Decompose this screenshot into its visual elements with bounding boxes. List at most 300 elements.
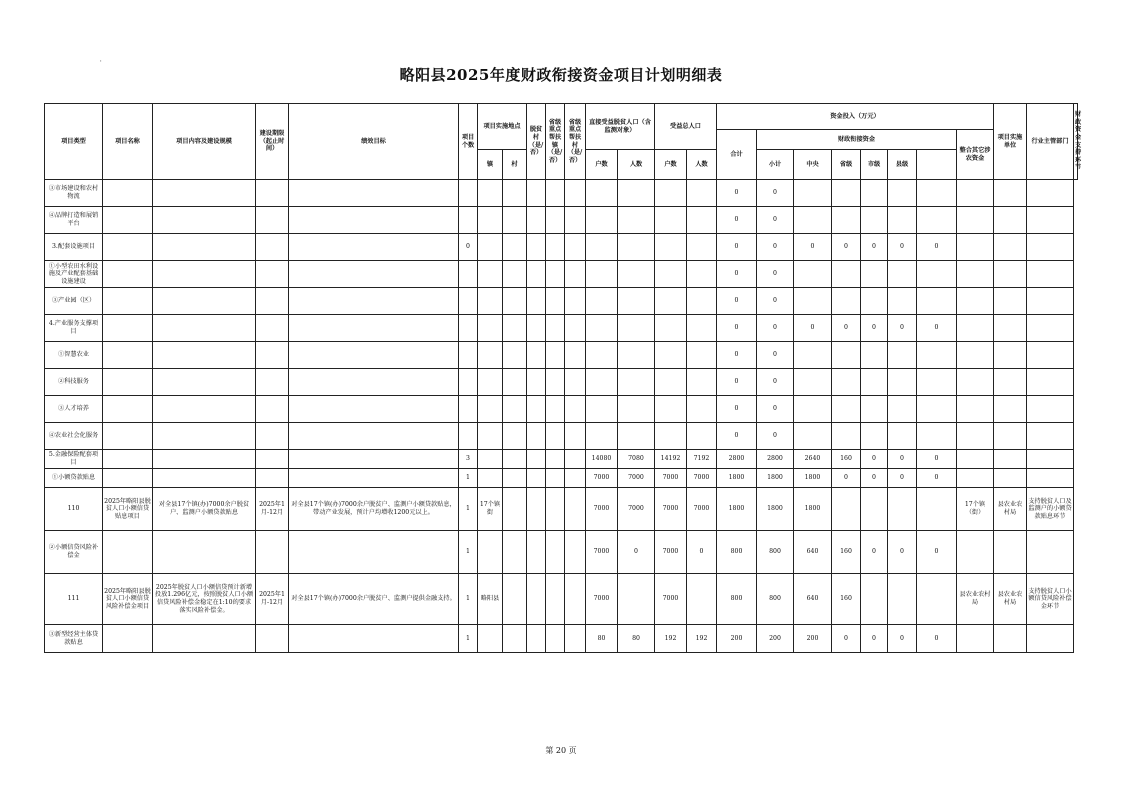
cell-provincial: 0 (832, 315, 861, 342)
cell-kt (546, 396, 565, 423)
cell-subtotal: 0 (757, 315, 794, 342)
cell-hh (586, 288, 618, 315)
cell-content (153, 342, 256, 369)
header-period: 建设期限（起止时间） (256, 104, 289, 180)
cell-total: 800 (717, 574, 757, 625)
cell-tpp: 7000 (687, 488, 717, 531)
cell-department (994, 450, 1027, 469)
cell-name (103, 180, 153, 207)
cell-village (503, 288, 527, 315)
cell-pp: 7080 (618, 450, 655, 469)
cell-kt (546, 488, 565, 531)
cell-implementer: 17个镇（街） (957, 488, 994, 531)
cell-kt (546, 450, 565, 469)
cell-thh: 7000 (655, 531, 687, 574)
cell-pv (527, 261, 546, 288)
cell-pp (618, 180, 655, 207)
cell-subtotal: 2800 (757, 450, 794, 469)
cell-central (794, 369, 832, 396)
cell-county (888, 342, 917, 369)
cell-city: 0 (861, 531, 888, 574)
header-total-persons: 人数 (687, 150, 717, 180)
cell-content (153, 369, 256, 396)
cell-pv (527, 369, 546, 396)
cell-pv (527, 207, 546, 234)
cell-tpp (687, 396, 717, 423)
cell-name: 2025年略阳县脱贫人口小额信贷贴息项目 (103, 488, 153, 531)
cell-period (256, 207, 289, 234)
cell-city (861, 574, 888, 625)
cell-hh: 7000 (586, 531, 618, 574)
cell-period (256, 450, 289, 469)
cell-implementer (957, 396, 994, 423)
cell-provincial: 0 (832, 234, 861, 261)
cell-central (794, 261, 832, 288)
cell-name (103, 531, 153, 574)
header-total-households: 户数 (655, 150, 687, 180)
table-row (45, 450, 1078, 469)
cell-provincial (832, 369, 861, 396)
cell-kv (565, 423, 586, 450)
cell-type: ③新型经营主体贷款贴息 (45, 625, 103, 653)
cell-village (503, 234, 527, 261)
cell-hh (586, 180, 618, 207)
cell-support (1027, 423, 1074, 450)
cell-support (1027, 288, 1074, 315)
cell-pv (527, 342, 546, 369)
cell-type: ③产业园（区） (45, 288, 103, 315)
cell-count (459, 315, 478, 342)
header-persons: 人数 (618, 150, 655, 180)
cell-content (153, 396, 256, 423)
table-row (45, 342, 1078, 369)
cell-central (794, 396, 832, 423)
cell-pp (618, 396, 655, 423)
cell-type: ②小额信贷风险补偿金 (45, 531, 103, 574)
cell-central: 0 (794, 315, 832, 342)
cell-pv (527, 423, 546, 450)
cell-village (503, 342, 527, 369)
header-city: 市级 (861, 150, 888, 180)
cell-period (256, 625, 289, 653)
cell-total: 0 (717, 207, 757, 234)
cell-count (459, 207, 478, 234)
cell-hh (586, 423, 618, 450)
cell-implementer (957, 423, 994, 450)
header-poverty-village: 脱贫村（是/否） (527, 104, 546, 180)
cell-period: 2025年1月-12月 (256, 574, 289, 625)
cell-type: ③市场建设和农村物流 (45, 180, 103, 207)
cell-integrated (917, 261, 957, 288)
cell-support (1027, 180, 1074, 207)
table-row (45, 207, 1078, 234)
cell-tpp: 192 (687, 625, 717, 653)
cell-city (861, 207, 888, 234)
cell-content (153, 450, 256, 469)
cell-subtotal: 0 (757, 207, 794, 234)
cell-integrated (917, 396, 957, 423)
cell-total: 2800 (717, 450, 757, 469)
cell-type: 4.产业服务支撑项目 (45, 315, 103, 342)
cell-pp (618, 315, 655, 342)
cell-subtotal: 0 (757, 261, 794, 288)
cell-implementer: 县农业农村局 (957, 574, 994, 625)
cell-village (503, 531, 527, 574)
header-direct-beneficiary: 直接受益脱贫人口（含监测对象） (586, 104, 655, 150)
cell-kv (565, 342, 586, 369)
cell-thh (655, 369, 687, 396)
header-project-type: 项目类型 (45, 104, 103, 180)
cell-period (256, 261, 289, 288)
header-department: 行业主管部门 (1027, 104, 1074, 180)
cell-goal (289, 261, 459, 288)
cell-town (478, 207, 503, 234)
cell-thh (655, 396, 687, 423)
cell-integrated: 0 (917, 469, 957, 488)
cell-county (888, 261, 917, 288)
cell-support (1027, 342, 1074, 369)
header-key-town: 省级重点帮扶镇（是/否） (546, 104, 565, 180)
cell-goal (289, 369, 459, 396)
cell-kt (546, 574, 565, 625)
cell-village (503, 469, 527, 488)
cell-kt (546, 261, 565, 288)
cell-support (1027, 625, 1074, 653)
cell-thh: 192 (655, 625, 687, 653)
cell-provincial: 160 (832, 450, 861, 469)
cell-department (994, 234, 1027, 261)
header-content: 项目内容及建设规模 (153, 104, 256, 180)
cell-provincial (832, 488, 861, 531)
cell-county: 0 (888, 469, 917, 488)
cell-goal (289, 234, 459, 261)
cell-provincial (832, 423, 861, 450)
cell-content (153, 315, 256, 342)
cell-type: ①智慧农业 (45, 342, 103, 369)
cell-town (478, 423, 503, 450)
cell-provincial (832, 261, 861, 288)
cell-pv (527, 469, 546, 488)
cell-period (256, 369, 289, 396)
cell-implementer (957, 531, 994, 574)
cell-name (103, 207, 153, 234)
cell-count: 1 (459, 488, 478, 531)
header-key-village: 省级重点帮扶村（是/否） (565, 104, 586, 180)
cell-support: 支持脱贫人口及监测户的小额贷款贴息环节 (1027, 488, 1074, 531)
cell-period: 2025年1月-12月 (256, 488, 289, 531)
cell-tpp (687, 315, 717, 342)
cell-kv (565, 488, 586, 531)
cell-village (503, 488, 527, 531)
cell-tpp (687, 342, 717, 369)
table-row (45, 423, 1078, 450)
table-row (45, 180, 1078, 207)
cell-implementer (957, 207, 994, 234)
cell-kv (565, 288, 586, 315)
cell-provincial (832, 288, 861, 315)
header-village: 村 (503, 150, 527, 180)
header-fiscal: 财政衔接资金 (757, 130, 957, 150)
cell-hh (586, 261, 618, 288)
cell-content: 2025年脱贫人口小额信贷预计新增投放1.296亿元，按照脱贫人口小额信贷风险补偿金稳定在1:10的要求落实风险补偿金。 (153, 574, 256, 625)
cell-subtotal: 200 (757, 625, 794, 653)
cell-count (459, 423, 478, 450)
cell-department (994, 315, 1027, 342)
cell-count (459, 369, 478, 396)
page-mark: ' (100, 60, 102, 67)
cell-pp (618, 207, 655, 234)
cell-central (794, 288, 832, 315)
cell-hh (586, 369, 618, 396)
cell-kv (565, 574, 586, 625)
cell-county: 0 (888, 531, 917, 574)
cell-county (888, 423, 917, 450)
cell-village (503, 396, 527, 423)
cell-county: 0 (888, 315, 917, 342)
cell-county (888, 207, 917, 234)
cell-integrated: 0 (917, 315, 957, 342)
cell-provincial (832, 207, 861, 234)
cell-hh (586, 207, 618, 234)
cell-total: 0 (717, 423, 757, 450)
cell-kt (546, 625, 565, 653)
cell-county: 0 (888, 450, 917, 469)
cell-support: 支持脱贫人口小额信贷风险补偿金环节 (1027, 574, 1074, 625)
cell-integrated: 0 (917, 625, 957, 653)
cell-city (861, 342, 888, 369)
cell-integrated (917, 342, 957, 369)
cell-kt (546, 315, 565, 342)
cell-county (888, 574, 917, 625)
cell-type: ①小额贷款贴息 (45, 469, 103, 488)
cell-kv (565, 261, 586, 288)
cell-integrated (917, 574, 957, 625)
cell-provincial (832, 342, 861, 369)
cell-hh: 7000 (586, 488, 618, 531)
cell-pv (527, 288, 546, 315)
cell-integrated (917, 180, 957, 207)
cell-integrated: 0 (917, 450, 957, 469)
cell-village (503, 423, 527, 450)
cell-thh (655, 288, 687, 315)
cell-tpp: 7192 (687, 450, 717, 469)
cell-subtotal: 0 (757, 180, 794, 207)
header-central: 中央 (794, 150, 832, 180)
cell-content (153, 625, 256, 653)
cell-tpp (687, 207, 717, 234)
cell-city: 0 (861, 625, 888, 653)
cell-town (478, 531, 503, 574)
cell-village (503, 261, 527, 288)
cell-count: 1 (459, 531, 478, 574)
cell-town (478, 261, 503, 288)
cell-town (478, 342, 503, 369)
cell-period (256, 469, 289, 488)
cell-kt (546, 369, 565, 396)
cell-type: ①小型农田水利设施及产业配套基础设施建设 (45, 261, 103, 288)
cell-city (861, 261, 888, 288)
cell-pp (618, 234, 655, 261)
cell-goal (289, 625, 459, 653)
cell-hh (586, 234, 618, 261)
cell-type: 5.金融保险配套项目 (45, 450, 103, 469)
cell-type: ④农业社会化服务 (45, 423, 103, 450)
header-project-name: 项目名称 (103, 104, 153, 180)
cell-department (994, 469, 1027, 488)
cell-total: 800 (717, 531, 757, 574)
cell-tpp (687, 234, 717, 261)
cell-tpp (687, 288, 717, 315)
cell-total: 0 (717, 234, 757, 261)
cell-city: 0 (861, 234, 888, 261)
cell-city (861, 180, 888, 207)
cell-thh (655, 180, 687, 207)
cell-type: 3.配套设施项目 (45, 234, 103, 261)
cell-town (478, 450, 503, 469)
cell-total: 0 (717, 369, 757, 396)
cell-subtotal: 800 (757, 574, 794, 625)
cell-implementer (957, 288, 994, 315)
cell-goal (289, 180, 459, 207)
cell-name (103, 369, 153, 396)
cell-count (459, 180, 478, 207)
header-total-beneficiary: 受益总人口 (655, 104, 717, 150)
cell-count: 3 (459, 450, 478, 469)
cell-period (256, 180, 289, 207)
cell-thh: 7000 (655, 488, 687, 531)
cell-county (888, 369, 917, 396)
header-goal: 绩效目标 (289, 104, 459, 180)
cell-support (1027, 450, 1074, 469)
cell-village (503, 180, 527, 207)
cell-department (994, 396, 1027, 423)
cell-goal (289, 396, 459, 423)
cell-subtotal: 0 (757, 288, 794, 315)
cell-support (1027, 396, 1074, 423)
cell-integrated: 0 (917, 531, 957, 574)
cell-town (478, 625, 503, 653)
cell-town (478, 315, 503, 342)
cell-content (153, 207, 256, 234)
cell-type: ③人才培养 (45, 396, 103, 423)
cell-department (994, 625, 1027, 653)
cell-city (861, 369, 888, 396)
table-row (45, 469, 1078, 488)
cell-goal (289, 288, 459, 315)
cell-central: 2640 (794, 450, 832, 469)
table-row (45, 315, 1078, 342)
cell-goal: 对全县17个镇(办)7000余户脱贫户、监测户小额贷款贴息，带动产业发展，预计户均增收1200元以上。 (289, 488, 459, 531)
table-row (45, 625, 1078, 653)
cell-village (503, 207, 527, 234)
cell-goal (289, 423, 459, 450)
cell-content (153, 288, 256, 315)
table-row (45, 396, 1078, 423)
cell-village (503, 369, 527, 396)
cell-kt (546, 469, 565, 488)
cell-count: 1 (459, 574, 478, 625)
cell-tpp (687, 369, 717, 396)
cell-period (256, 315, 289, 342)
cell-pp (618, 369, 655, 396)
cell-city: 0 (861, 450, 888, 469)
cell-name (103, 234, 153, 261)
cell-implementer (957, 315, 994, 342)
cell-department (994, 261, 1027, 288)
cell-count: 0 (459, 234, 478, 261)
cell-hh (586, 396, 618, 423)
cell-city (861, 423, 888, 450)
cell-kt (546, 207, 565, 234)
cell-implementer (957, 450, 994, 469)
cell-support (1027, 234, 1074, 261)
cell-county (888, 288, 917, 315)
header-subtotal: 小计 (757, 150, 794, 180)
cell-tpp: 0 (687, 531, 717, 574)
cell-subtotal: 0 (757, 369, 794, 396)
cell-pp (618, 342, 655, 369)
cell-integrated (917, 423, 957, 450)
cell-pp: 80 (618, 625, 655, 653)
cell-content: 对全县17个镇(办)7000余户脱贫户、监测户小额贷款贴息 (153, 488, 256, 531)
cell-hh (586, 342, 618, 369)
cell-department (994, 180, 1027, 207)
cell-city (861, 396, 888, 423)
cell-tpp (687, 423, 717, 450)
cell-department (994, 288, 1027, 315)
header-provincial: 省级 (832, 150, 861, 180)
cell-name (103, 315, 153, 342)
cell-tpp (687, 261, 717, 288)
cell-central: 640 (794, 531, 832, 574)
cell-name (103, 288, 153, 315)
cell-total: 200 (717, 625, 757, 653)
cell-pv (527, 396, 546, 423)
cell-department (994, 531, 1027, 574)
cell-subtotal: 0 (757, 234, 794, 261)
cell-implementer (957, 469, 994, 488)
cell-central (794, 423, 832, 450)
cell-department: 县农业农村局 (994, 574, 1027, 625)
cell-central (794, 207, 832, 234)
page-title: 略阳县2025年度财政衔接资金项目计划明细表 (399, 66, 723, 84)
cell-pp: 7000 (618, 488, 655, 531)
cell-integrated: 0 (917, 234, 957, 261)
cell-kt (546, 234, 565, 261)
cell-kv (565, 450, 586, 469)
header-location: 项目实施地点 (478, 104, 527, 150)
cell-name (103, 469, 153, 488)
cell-period (256, 288, 289, 315)
cell-city (861, 288, 888, 315)
cell-town (478, 469, 503, 488)
cell-pv (527, 531, 546, 574)
cell-kv (565, 396, 586, 423)
cell-county (888, 180, 917, 207)
cell-name: 2025年略阳县脱贫人口小额信贷风险补偿金项目 (103, 574, 153, 625)
cell-integrated (917, 207, 957, 234)
cell-pp: 0 (618, 531, 655, 574)
cell-type: 111 (45, 574, 103, 625)
cell-city: 0 (861, 469, 888, 488)
cell-department (994, 423, 1027, 450)
cell-hh (586, 315, 618, 342)
cell-kv (565, 234, 586, 261)
cell-count (459, 288, 478, 315)
cell-content (153, 261, 256, 288)
header-support: 财政资金支持环节 (1074, 104, 1078, 180)
table-row (45, 288, 1078, 315)
